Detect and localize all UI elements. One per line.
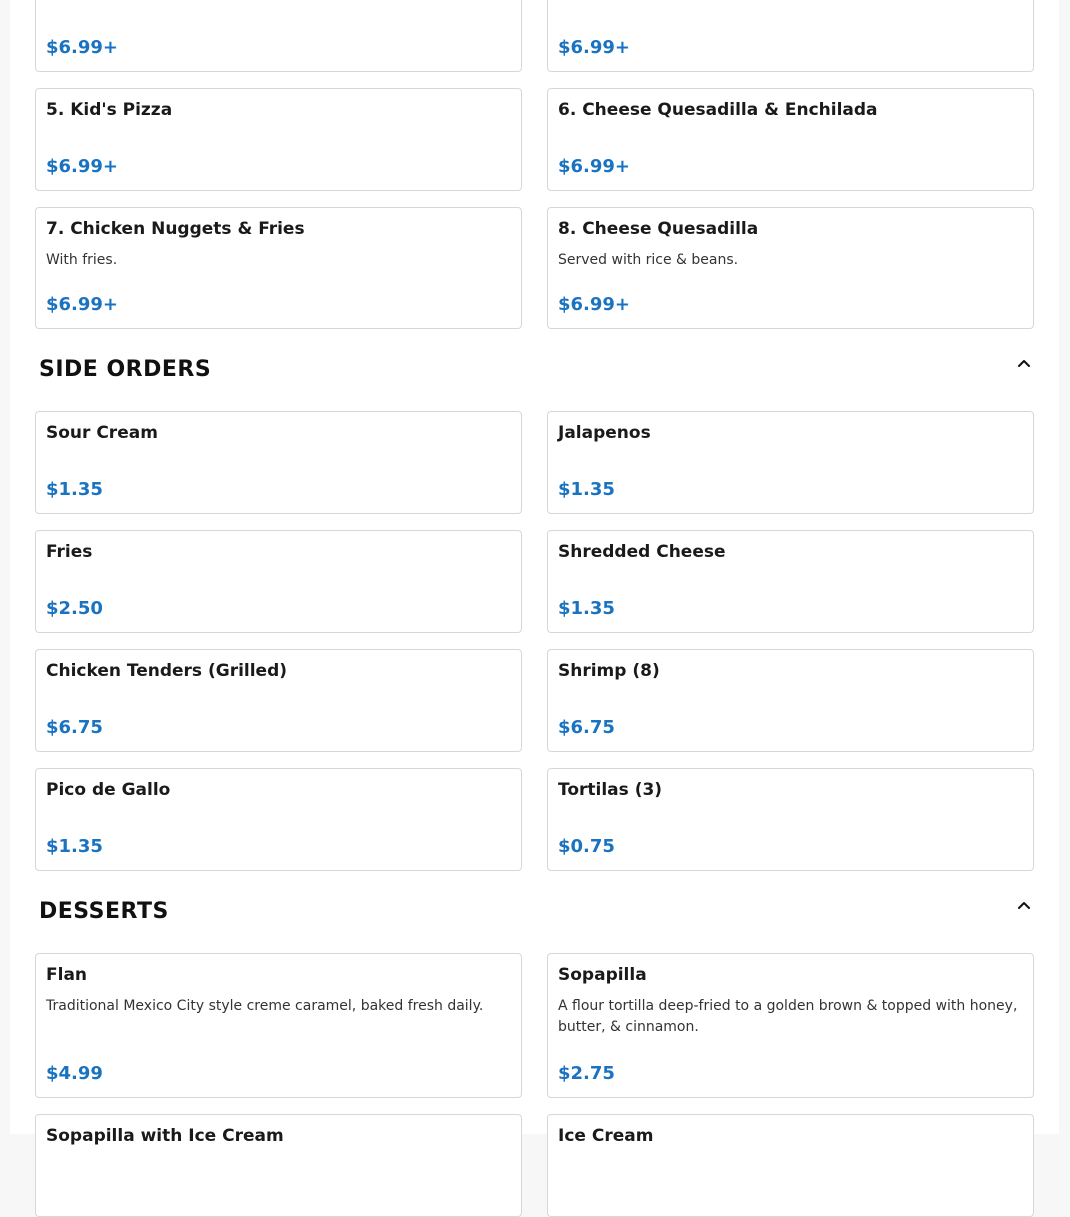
menu-item-card[interactable]	[35, 88, 522, 191]
item-price: $4.99	[46, 1063, 103, 1084]
item-price: $1.35	[558, 479, 615, 500]
desserts-grid	[35, 953, 1034, 1217]
menu-item-card[interactable]	[35, 207, 522, 329]
item-price: $6.99+	[46, 156, 119, 177]
menu-item-card[interactable]	[547, 0, 1034, 72]
item-name: Sour Cream	[46, 423, 158, 443]
menu-item-card[interactable]	[547, 1114, 1034, 1217]
item-price: $1.35	[46, 836, 103, 857]
menu-item-card[interactable]	[35, 1114, 522, 1217]
item-price: $1.35	[46, 479, 103, 500]
side-orders-grid	[35, 411, 1034, 871]
item-price: $6.99+	[558, 37, 631, 58]
item-description: With fries.	[46, 252, 118, 268]
menu-item-card[interactable]	[35, 953, 522, 1098]
menu-item-card[interactable]	[547, 649, 1034, 752]
menu-item-card[interactable]	[547, 88, 1034, 191]
item-name: Shrimp (8)	[558, 661, 660, 681]
menu-item-card[interactable]	[35, 768, 522, 871]
item-name: Sopapilla	[558, 965, 647, 985]
menu-item-card[interactable]	[35, 411, 522, 514]
item-price: $1.35	[558, 598, 615, 619]
item-name: Chicken Tenders (Grilled)	[46, 661, 288, 681]
item-price: $6.75	[558, 717, 615, 738]
menu-item-card[interactable]	[547, 953, 1034, 1098]
item-price: $6.99+	[46, 37, 119, 58]
item-name: Pico de Gallo	[46, 780, 171, 800]
side-orders-header[interactable]	[35, 351, 1034, 391]
item-price: $6.99+	[558, 294, 631, 315]
item-name: Flan	[46, 965, 88, 985]
section-title: DESSERTS	[39, 899, 169, 924]
chevron-up-icon[interactable]	[1014, 353, 1034, 373]
item-description: Traditional Mexico City style creme caramel, baked fresh daily.	[46, 998, 484, 1014]
menu-page	[10, 0, 1059, 1146]
item-name: 8. Cheese Quesadilla	[558, 219, 759, 239]
item-description: A flour tortilla deep-fried to a golden brown & topped with honey, butter, & cinnamon.	[558, 998, 1018, 1035]
section-title: SIDE ORDERS	[39, 357, 212, 382]
item-price: $6.75	[46, 717, 103, 738]
item-name: 6. Cheese Quesadilla & Enchilada	[558, 100, 878, 120]
menu-item-card[interactable]	[35, 530, 522, 633]
menu-content	[35, 0, 1034, 1217]
item-price: $0.75	[558, 836, 615, 857]
item-name: Jalapenos	[558, 423, 651, 443]
item-price: $2.50	[46, 598, 103, 619]
item-price: $6.99+	[46, 294, 119, 315]
menu-item-card[interactable]	[547, 530, 1034, 633]
menu-item-card[interactable]	[35, 0, 522, 72]
kids-menu-grid	[35, 0, 1034, 329]
item-name: Sopapilla with Ice Cream	[46, 1126, 284, 1146]
item-name: Ice Cream	[558, 1126, 654, 1146]
menu-item-card[interactable]	[547, 207, 1034, 329]
menu-item-card[interactable]	[35, 649, 522, 752]
item-name: Tortilas (3)	[558, 780, 663, 800]
item-name: Shredded Cheese	[558, 542, 726, 562]
desserts-header[interactable]	[35, 893, 1034, 933]
menu-item-card[interactable]	[547, 411, 1034, 514]
item-description: Served with rice & beans.	[558, 252, 739, 268]
item-name: 5. Kid's Pizza	[46, 100, 173, 120]
item-price: $2.75	[558, 1063, 615, 1084]
item-price: $6.99+	[558, 156, 631, 177]
item-name: 7. Chicken Nuggets & Fries	[46, 219, 305, 239]
item-name: Fries	[46, 542, 93, 562]
menu-item-card[interactable]	[547, 768, 1034, 871]
chevron-up-icon[interactable]	[1014, 895, 1034, 915]
